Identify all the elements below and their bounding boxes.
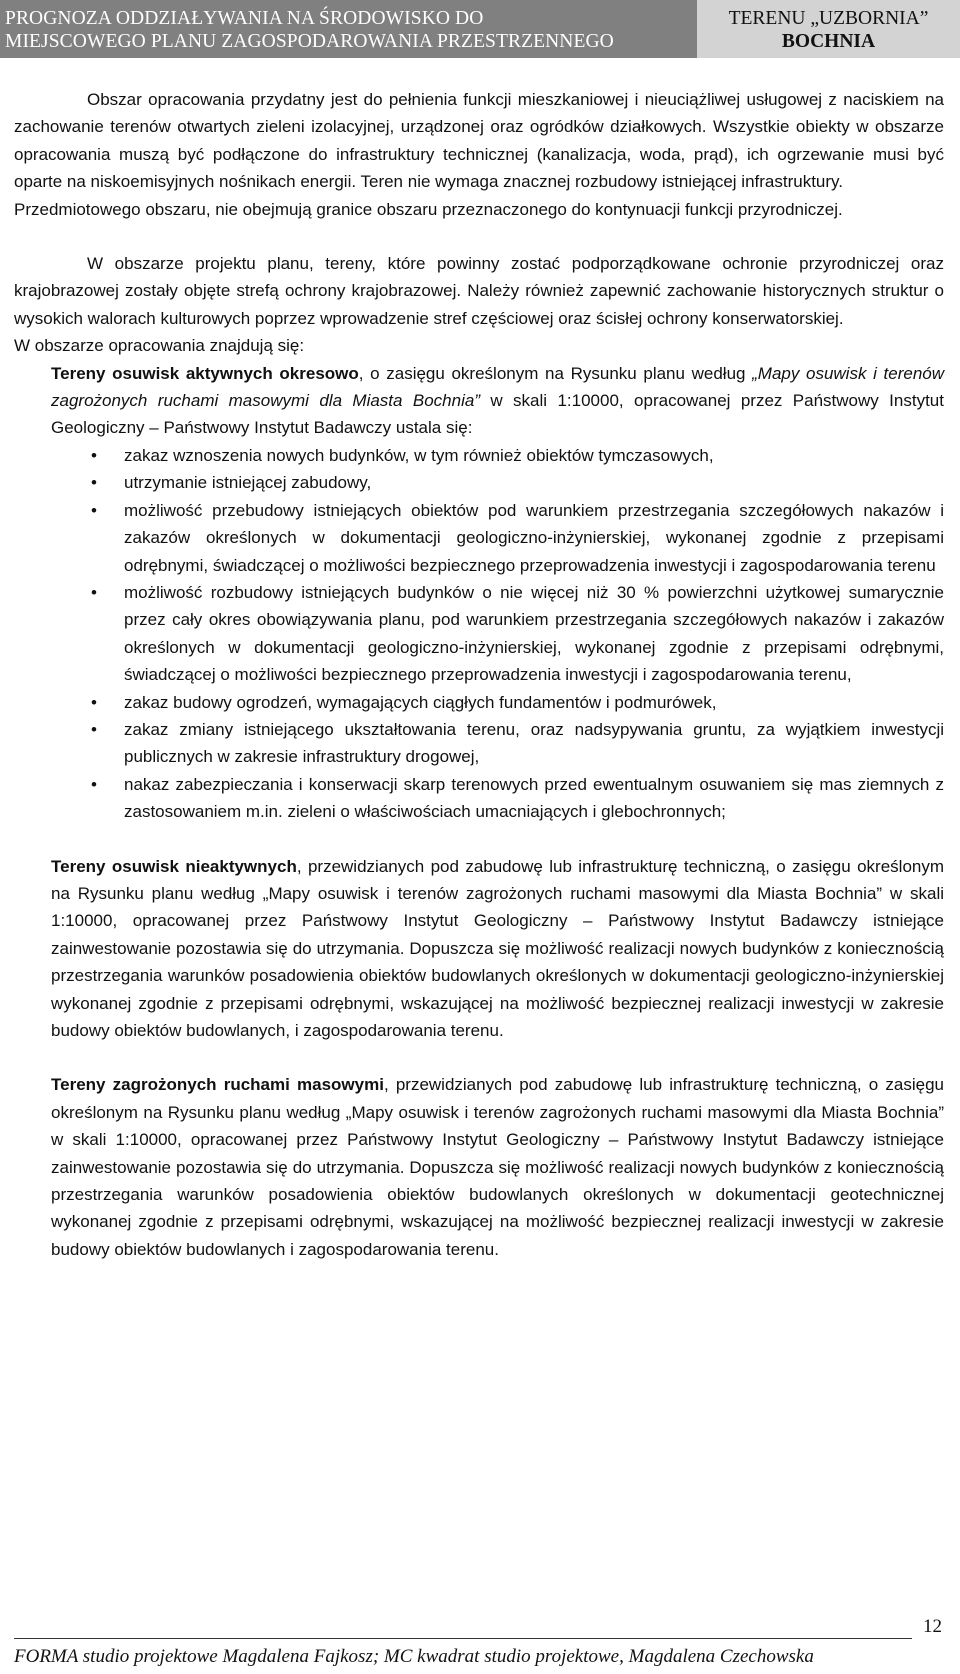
paragraph-natural-function: Przedmiotowego obszaru, nie obejmują granice obszaru przeznaczonego do kontynuacji funkcji przyrodniczej. — [14, 199, 843, 219]
paragraph-landscape-protection: W obszarze projektu planu, tereny, które powinny zostać podporządkowane ochronie przyrodniczej oraz krajobrazowej zostały objęte strefą ochrony krajobrazowej. Należy również zapewnić zachowanie historycznych struktur o wysokich walorach kulturowych poprzez wprowadzenie stref częściowej oraz ścisłej ochrony konserwatorskiej. — [14, 254, 944, 328]
header-location-line2: BOCHNIA — [781, 31, 876, 52]
list-item: • nakaz zabezpieczania i konserwacji skarp terenowych przed ewentualnym osuwaniem się mas ziemnych z zastosowaniem m.in. zieleni o właściwościach umacniających i glebochronnych; — [51, 771, 944, 826]
bullet-icon: • — [91, 582, 97, 602]
list-item: • zakaz budowy ogrodzeń, wymagających ciągłych fundamentów i podmurówek, — [51, 689, 944, 716]
footer-divider — [14, 1638, 912, 1639]
list-item: • utrzymanie istniejącej zabudowy, — [51, 469, 944, 496]
section-active-landslides: Tereny osuwisk aktywnych okresowo, o zasięgu określonym na Rysunku planu według „Mapy osuwisk i terenów zagrożonych ruchami masowymi dla Miasta Bochnia” w skali 1:10000, opracowanej przez Państwowy Instytut Geologiczny – Państwowy Instytut Badawczy ustala się: — [51, 363, 945, 438]
list-item: • zakaz zmiany istniejącego ukształtowania terenu, oraz nadsypywania gruntu, za wyjątkiem inwestycji publicznych w zakresie infrastruktury drogowej, — [51, 716, 944, 771]
bullet-icon: • — [91, 473, 97, 493]
page-number: 12 — [923, 1616, 942, 1637]
map-reference: „Mapy osuwisk i terenów zagrożonych ruchami masowymi dla Miasta Bochnia” — [51, 363, 945, 411]
list-item: • możliwość rozbudowy istniejących budynków o nie więcej niż 30 % powierzchni użytkowej sumarycznie przez cały okres obowiązywania planu, pod warunkiem przestrzegania szczegółowych nakazów i zakazów określonych w dokumentacji geologiczno-inżynierskiej, wykonanej zgodnie z przepisami odrębnymi, świadczącej o możliwości bezpiecznego przeprowadzenia inwestycji i zagospodarowania terenu, — [51, 579, 944, 689]
footer-authors: FORMA studio projektowe Magdalena Fajkosz; MC kwadrat studio projektowe, Magdalena Czechowska — [14, 1646, 814, 1667]
section-mass-movement-threat: Tereny zagrożonych ruchami masowymi, przewidzianych pod zabudowę lub infrastrukturę techniczną, o zasięgu określonym na Rysunku planu według „Mapy osuwisk i terenów zagrożonych ruchami masowymi dla Miasta Bochnia” w skali 1:10000, opracowanej przez Państwowy Instytut Geologiczny – Państwowy Instytut Badawczy istniejące zainwestowanie pozostawia się do utrzymania. Dopuszcza się możliwość realizacji nowych budynków z koniecznością przestrzegania warunków posadowienia obiektów budowlanych określonych w dokumentacji geotechnicznej wykonanej zgodnie z przepisami odrębnymi, wskazującej na możliwość bezpiecznej realizacji inwestycji w zakresie budowy obiektów budowlanych i zagospodarowania terenu. — [51, 1075, 944, 1259]
bullet-icon: • — [91, 719, 97, 739]
header-location-line1: TERENU „UZBORNIA” — [728, 8, 929, 29]
bullet-icon: • — [91, 500, 97, 520]
document-body — [14, 86, 944, 1263]
bullet-icon: • — [91, 774, 97, 794]
section-active-landslides-title: Tereny osuwisk aktywnych okresowo — [51, 363, 359, 383]
bullet-icon: • — [91, 692, 97, 712]
paragraph-area-contains: W obszarze opracowania znajdują się: — [14, 336, 305, 356]
bullet-icon: • — [91, 445, 97, 465]
header-title-line1: PROGNOZA ODDZIAŁYWANIA NA ŚRODOWISKO DO — [5, 8, 484, 29]
paragraph-intro: Obszar opracowania przydatny jest do pełnienia funkcji mieszkaniowej i nieuciążliwej usługowej z naciskiem na zachowanie terenów otwartych zieleni izolacyjnej, urządzonej oraz ogródków działkowych. Wszystkie obiekty w obszarze opracowania muszą być podłączone do infrastruktury technicznej (kanalizacja, woda, prąd), ich ogrzewanie musi być oparte na niskoemisyjnych nośnikach energii. Teren nie wymaga znacznej rozbudowy istniejącej infrastruktury. — [14, 90, 944, 192]
header-document-title — [0, 0, 697, 58]
section-mass-movement-title: Tereny zagrożonych ruchami masowymi — [51, 1075, 384, 1095]
list-item: • zakaz wznoszenia nowych budynków, w tym również obiektów tymczasowych, — [51, 442, 944, 469]
section-inactive-landslides: Tereny osuwisk nieaktywnych, przewidzianych pod zabudowę lub infrastrukturę techniczną, o zasięgu określonym na Rysunku planu według „Mapy osuwisk i terenów zagrożonych ruchami masowymi dla Miasta Bochnia” w skali 1:10000, opracowanej przez Państwowy Instytut Geologiczny – Państwowy Instytut Badawczy istniejące zainwestowanie pozostawia się do utrzymania. Dopuszcza się możliwość realizacji nowych budynków z koniecznością przestrzegania warunków posadowienia obiektów budowlanych określonych w dokumentacji geologiczno-inżynierskiej wykonanej zgodnie z przepisami odrębnymi, wskazującej na możliwość bezpiecznej realizacji inwestycji w zakresie budowy obiektów budowlanych, i zagospodarowania terenu. — [51, 856, 945, 1040]
rules-list — [14, 442, 944, 826]
header-location — [697, 0, 960, 58]
page-header — [0, 0, 960, 58]
list-item: • możliwość przebudowy istniejących obiektów pod warunkiem przestrzegania szczegółowych nakazów i zakazów określonych w dokumentacji geologiczno-inżynierskiej, wykonanej zgodnie z przepisami odrębnymi, świadczącej o możliwości bezpiecznego przeprowadzenia inwestycji i zagospodarowania terenu — [51, 497, 944, 579]
section-inactive-landslides-title: Tereny osuwisk nieaktywnych — [51, 856, 297, 876]
header-title-line2: MIEJSCOWEGO PLANU ZAGOSPODAROWANIA PRZESTRZENNEGO — [5, 31, 614, 52]
